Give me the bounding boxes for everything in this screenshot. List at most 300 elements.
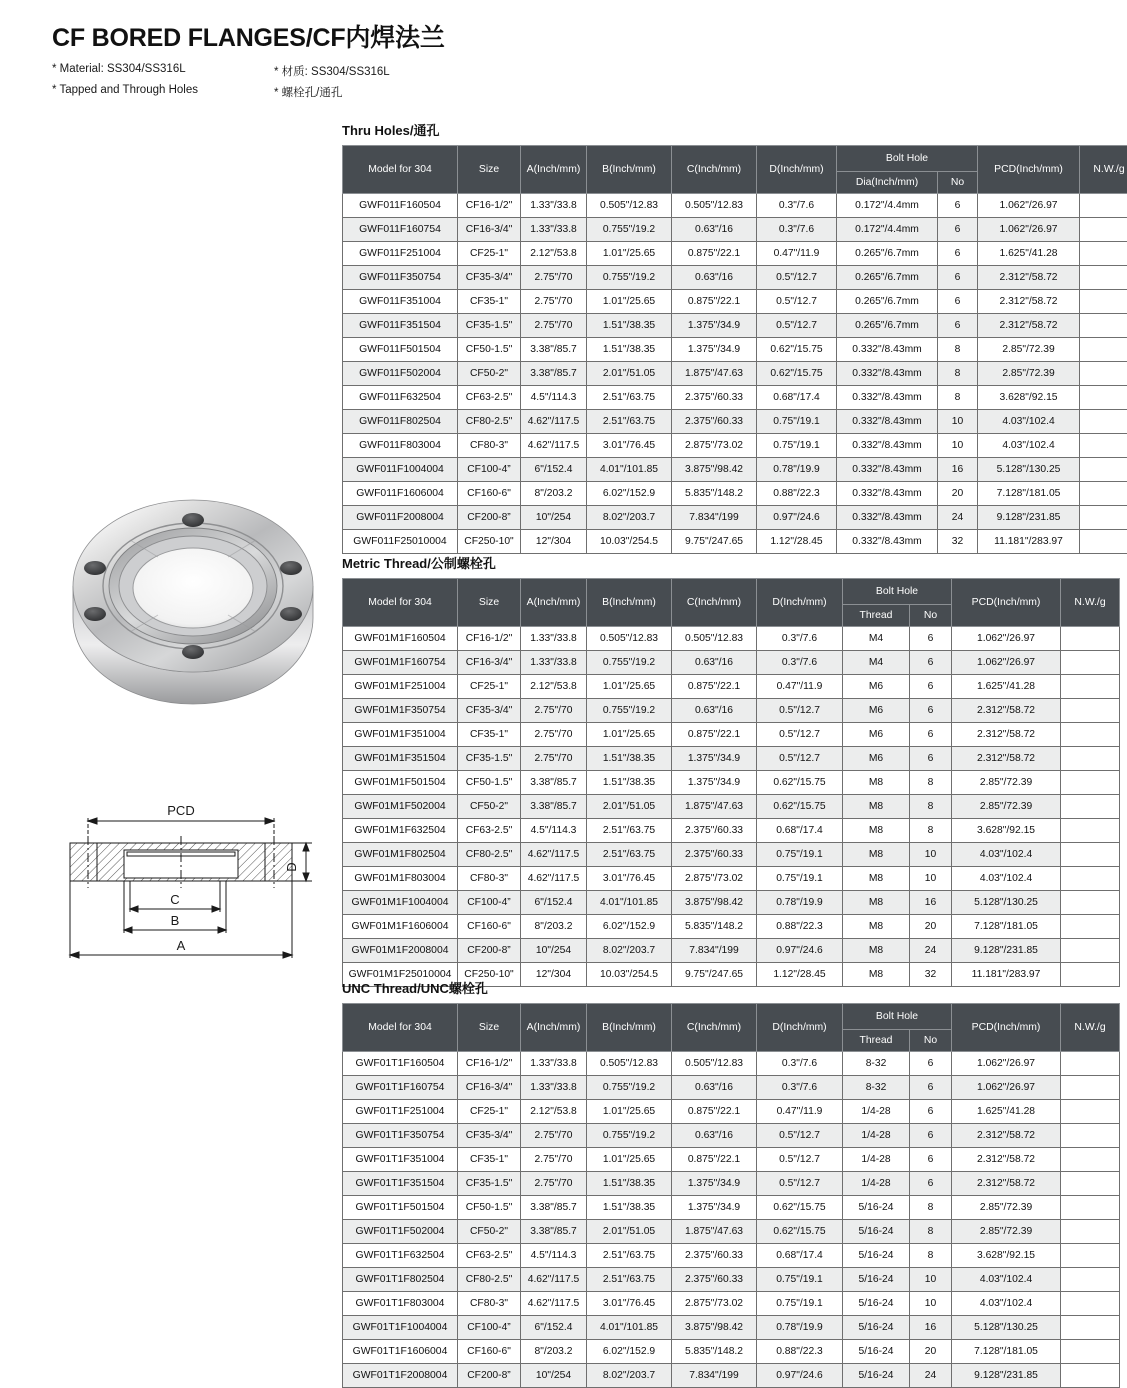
cell-dim-d: 0.88"/22.3 — [757, 915, 843, 939]
cell-net-weight — [1061, 915, 1120, 939]
cell-net-weight — [1061, 699, 1120, 723]
col-header-bolt-hole-group: Bolt Hole — [837, 146, 978, 172]
col-header-bolt-no: No — [938, 172, 978, 194]
col-header-c: C(Inch/mm) — [672, 579, 757, 627]
cell-net-weight — [1080, 386, 1127, 410]
table-row — [343, 1100, 1120, 1124]
cell-dim-d: 0.75"/19.1 — [757, 410, 837, 434]
cell-dim-b: 4.01"/101.85 — [587, 458, 672, 482]
cell-pcd: 5.128"/130.25 — [952, 891, 1061, 915]
cell-dim-a: 2.75"/70 — [521, 699, 587, 723]
cell-dim-b: 8.02"/203.7 — [587, 506, 672, 530]
cell-bolt-thread: 0.332"/8.43mm — [837, 386, 938, 410]
table-row — [343, 458, 1127, 482]
cell-size: CF200-8” — [458, 939, 521, 963]
cell-model: GWF011F502004 — [343, 362, 458, 386]
cell-bolt-no: 24 — [910, 939, 952, 963]
cell-pcd: 4.03"/102.4 — [978, 434, 1080, 458]
cell-bolt-thread: M6 — [843, 699, 910, 723]
cell-dim-c: 1.875"/47.63 — [672, 1220, 757, 1244]
cell-dim-b: 2.01"/51.05 — [587, 1220, 672, 1244]
cell-bolt-no: 8 — [938, 338, 978, 362]
cell-dim-b: 6.02"/152.9 — [587, 915, 672, 939]
table-row — [343, 410, 1127, 434]
cell-dim-a: 1.33"/33.8 — [521, 1052, 587, 1076]
cell-bolt-thread: 8-32 — [843, 1076, 910, 1100]
cell-dim-b: 0.755"/19.2 — [587, 1124, 672, 1148]
cell-pcd: 2.312"/58.72 — [978, 314, 1080, 338]
section-title-unc-thread: UNC Thread/UNC螺栓孔 — [342, 978, 1098, 997]
cell-size: CF200-8” — [458, 506, 521, 530]
cell-bolt-thread: 0.172"/4.4mm — [837, 194, 938, 218]
col-header-nw: N.W./g — [1061, 1004, 1120, 1052]
cell-size: CF50-1.5" — [458, 1196, 521, 1220]
cell-dim-d: 0.3"/7.6 — [757, 627, 843, 651]
table-row — [343, 1052, 1120, 1076]
cell-net-weight — [1061, 1316, 1120, 1340]
cell-dim-c: 0.505"/12.83 — [672, 627, 757, 651]
cell-net-weight — [1061, 939, 1120, 963]
cell-model: GWF011F1606004 — [343, 482, 458, 506]
cell-dim-a: 4.62"/117.5 — [521, 1268, 587, 1292]
table-body-metric-thread — [343, 627, 1120, 987]
cell-bolt-no: 10 — [938, 434, 978, 458]
cell-dim-d: 0.47"/11.9 — [757, 675, 843, 699]
cell-size: CF35-1" — [458, 290, 521, 314]
table-row — [343, 915, 1120, 939]
cell-size: CF63-2.5" — [458, 386, 521, 410]
cell-dim-a: 3.38"/85.7 — [521, 1196, 587, 1220]
cell-net-weight — [1080, 410, 1127, 434]
cell-model: GWF01T1F351004 — [343, 1148, 458, 1172]
cell-dim-c: 0.63"/16 — [672, 1124, 757, 1148]
cell-bolt-thread: M8 — [843, 939, 910, 963]
cell-model: GWF01M1F1004004 — [343, 891, 458, 915]
cell-dim-d: 0.78"/19.9 — [757, 458, 837, 482]
cell-bolt-no: 6 — [910, 1124, 952, 1148]
cell-bolt-no: 6 — [910, 627, 952, 651]
cell-dim-b: 2.51"/63.75 — [587, 1244, 672, 1268]
cell-size: CF80-3" — [458, 434, 521, 458]
col-header-a: A(Inch/mm) — [521, 146, 587, 194]
cell-pcd: 2.312"/58.72 — [952, 1148, 1061, 1172]
cell-bolt-thread: 8-32 — [843, 1052, 910, 1076]
cell-net-weight — [1080, 506, 1127, 530]
cell-bolt-thread: 0.332"/8.43mm — [837, 410, 938, 434]
cell-bolt-thread: 0.265"/6.7mm — [837, 290, 938, 314]
cell-bolt-thread: M8 — [843, 843, 910, 867]
cell-net-weight — [1061, 1052, 1120, 1076]
cell-pcd: 3.628"/92.15 — [978, 386, 1080, 410]
cell-pcd: 1.625"/41.28 — [978, 242, 1080, 266]
cell-pcd: 2.312"/58.72 — [952, 747, 1061, 771]
cell-bolt-thread: 5/16-24 — [843, 1340, 910, 1364]
cell-size: CF50-2" — [458, 795, 521, 819]
cell-net-weight — [1061, 1076, 1120, 1100]
cell-model: GWF01T1F501504 — [343, 1196, 458, 1220]
cell-bolt-no: 8 — [938, 362, 978, 386]
cell-bolt-thread: 0.265"/6.7mm — [837, 242, 938, 266]
cell-dim-b: 2.51"/63.75 — [587, 410, 672, 434]
col-header-size: Size — [458, 146, 521, 194]
cell-model: GWF01T1F160754 — [343, 1076, 458, 1100]
cell-dim-c: 2.375"/60.33 — [672, 843, 757, 867]
table-row — [343, 194, 1127, 218]
cell-dim-b: 8.02"/203.7 — [587, 939, 672, 963]
cell-dim-b: 1.01"/25.65 — [587, 675, 672, 699]
col-header-bolt-thread: Thread — [843, 1030, 910, 1052]
cell-dim-a: 10"/254 — [521, 1364, 587, 1388]
cell-dim-a: 1.33"/33.8 — [521, 1076, 587, 1100]
col-header-d: D(Inch/mm) — [757, 1004, 843, 1052]
cell-model: GWF01T1F803004 — [343, 1292, 458, 1316]
dimension-label-b: B — [171, 913, 180, 928]
cell-dim-b: 4.01"/101.85 — [587, 1316, 672, 1340]
cell-dim-b: 0.755"/19.2 — [587, 651, 672, 675]
cell-bolt-no: 6 — [938, 194, 978, 218]
cell-pcd: 2.85"/72.39 — [978, 362, 1080, 386]
table-row — [343, 627, 1120, 651]
cell-dim-d: 0.75"/19.1 — [757, 843, 843, 867]
col-header-size: Size — [458, 579, 521, 627]
cell-size: CF25-1" — [458, 242, 521, 266]
cell-dim-c: 0.875"/22.1 — [672, 1100, 757, 1124]
cell-dim-d: 0.75"/19.1 — [757, 434, 837, 458]
cell-size: CF80-3" — [458, 867, 521, 891]
cell-net-weight — [1080, 338, 1127, 362]
cell-dim-d: 0.75"/19.1 — [757, 1292, 843, 1316]
note-material-en: * Material: SS304/SS316L — [52, 63, 274, 79]
cell-dim-b: 10.03"/254.5 — [587, 530, 672, 554]
cell-bolt-no: 8 — [910, 1196, 952, 1220]
cell-pcd: 7.128"/181.05 — [978, 482, 1080, 506]
cell-model: GWF011F632504 — [343, 386, 458, 410]
table-row — [343, 675, 1120, 699]
page-title: CF BORED FLANGES/CF内焊法兰 — [52, 18, 445, 54]
cell-pcd: 5.128"/130.25 — [952, 1316, 1061, 1340]
cell-dim-d: 0.3"/7.6 — [757, 651, 843, 675]
cell-dim-d: 0.68"/17.4 — [757, 386, 837, 410]
cell-dim-d: 0.3"/7.6 — [757, 1052, 843, 1076]
cell-size: CF50-1.5" — [458, 338, 521, 362]
cell-model: GWF01T1F350754 — [343, 1124, 458, 1148]
table-row — [343, 1268, 1120, 1292]
cell-dim-b: 3.01"/76.45 — [587, 434, 672, 458]
cell-bolt-no: 8 — [910, 1244, 952, 1268]
table-row — [343, 1364, 1120, 1388]
cell-dim-d: 0.47"/11.9 — [757, 242, 837, 266]
cell-dim-b: 0.505"/12.83 — [587, 194, 672, 218]
cell-bolt-no: 6 — [910, 1100, 952, 1124]
cell-pcd: 1.062"/26.97 — [952, 627, 1061, 651]
cell-bolt-no: 10 — [910, 843, 952, 867]
cell-pcd: 9.128"/231.85 — [952, 1364, 1061, 1388]
cell-dim-c: 3.875"/98.42 — [672, 891, 757, 915]
table-metric-thread — [342, 578, 1120, 987]
cell-model: GWF01M1F803004 — [343, 867, 458, 891]
col-header-pcd: PCD(Inch/mm) — [952, 579, 1061, 627]
cell-dim-a: 10"/254 — [521, 939, 587, 963]
table-row — [343, 434, 1127, 458]
cell-model: GWF01M1F802504 — [343, 843, 458, 867]
cell-bolt-thread: 0.332"/8.43mm — [837, 338, 938, 362]
cell-model: GWF011F802504 — [343, 410, 458, 434]
cell-size: CF160-6" — [458, 915, 521, 939]
cell-dim-d: 0.5"/12.7 — [757, 314, 837, 338]
cell-net-weight — [1061, 819, 1120, 843]
cell-dim-c: 2.875"/73.02 — [672, 434, 757, 458]
cell-bolt-no: 6 — [938, 314, 978, 338]
cell-dim-d: 0.47"/11.9 — [757, 1100, 843, 1124]
cell-pcd: 11.181"/283.97 — [952, 963, 1061, 987]
cell-model: GWF011F501504 — [343, 338, 458, 362]
cell-pcd: 7.128"/181.05 — [952, 915, 1061, 939]
cell-dim-c: 1.375"/34.9 — [672, 771, 757, 795]
cell-bolt-thread: 5/16-24 — [843, 1316, 910, 1340]
cell-dim-d: 0.3"/7.6 — [757, 1076, 843, 1100]
cell-dim-b: 0.755"/19.2 — [587, 218, 672, 242]
cell-model: GWF01M1F632504 — [343, 819, 458, 843]
cell-net-weight — [1061, 771, 1120, 795]
cell-pcd: 1.062"/26.97 — [952, 1076, 1061, 1100]
col-header-nw: N.W./g — [1061, 579, 1120, 627]
cell-dim-a: 8"/203.2 — [521, 1340, 587, 1364]
cell-model: GWF01M1F351004 — [343, 723, 458, 747]
cell-size: CF35-3/4" — [458, 266, 521, 290]
cell-pcd: 2.85"/72.39 — [952, 771, 1061, 795]
cell-pcd: 1.625"/41.28 — [952, 1100, 1061, 1124]
cell-bolt-no: 20 — [938, 482, 978, 506]
cell-net-weight — [1061, 1196, 1120, 1220]
table-body-thru-holes — [343, 194, 1127, 554]
dimension-label-pcd: PCD — [167, 803, 194, 818]
cell-dim-b: 1.51"/38.35 — [587, 1196, 672, 1220]
cell-pcd: 5.128"/130.25 — [978, 458, 1080, 482]
cell-bolt-no: 32 — [938, 530, 978, 554]
cell-dim-d: 0.5"/12.7 — [757, 699, 843, 723]
cell-net-weight — [1061, 1220, 1120, 1244]
cell-net-weight — [1061, 1100, 1120, 1124]
cell-dim-a: 2.75"/70 — [521, 290, 587, 314]
cell-dim-c: 9.75"/247.65 — [672, 530, 757, 554]
cell-dim-a: 8"/203.2 — [521, 915, 587, 939]
col-header-d: D(Inch/mm) — [757, 579, 843, 627]
dimension-label-a: A — [177, 938, 186, 953]
cell-dim-c: 5.835"/148.2 — [672, 1340, 757, 1364]
cell-net-weight — [1080, 362, 1127, 386]
col-header-bolt-no: No — [910, 1030, 952, 1052]
cell-bolt-thread: M4 — [843, 627, 910, 651]
cell-dim-a: 2.75"/70 — [521, 1172, 587, 1196]
cell-bolt-thread: 0.265"/6.7mm — [837, 314, 938, 338]
cell-dim-d: 0.3"/7.6 — [757, 194, 837, 218]
flange-cross-section-drawing — [30, 788, 332, 982]
cell-bolt-no: 24 — [910, 1364, 952, 1388]
cell-bolt-thread: M6 — [843, 723, 910, 747]
cell-dim-a: 8"/203.2 — [521, 482, 587, 506]
cell-dim-b: 1.01"/25.65 — [587, 723, 672, 747]
cell-net-weight — [1080, 218, 1127, 242]
cell-dim-c: 2.375"/60.33 — [672, 1268, 757, 1292]
cell-size: CF250-10" — [458, 963, 521, 987]
cell-bolt-no: 10 — [910, 867, 952, 891]
cell-dim-a: 10"/254 — [521, 506, 587, 530]
table-row — [343, 338, 1127, 362]
cell-bolt-thread: M8 — [843, 867, 910, 891]
cell-net-weight — [1061, 1364, 1120, 1388]
cell-dim-a: 2.75"/70 — [521, 1124, 587, 1148]
cell-dim-d: 0.62"/15.75 — [757, 338, 837, 362]
table-row — [343, 1196, 1120, 1220]
cell-size: CF35-1" — [458, 723, 521, 747]
cell-pcd: 2.312"/58.72 — [952, 1172, 1061, 1196]
cell-bolt-no: 6 — [910, 1076, 952, 1100]
cell-dim-d: 0.75"/19.1 — [757, 867, 843, 891]
cell-dim-a: 1.33"/33.8 — [521, 627, 587, 651]
col-header-b: B(Inch/mm) — [587, 146, 672, 194]
section-title-thru-holes: Thru Holes/通孔 — [342, 120, 1098, 139]
cell-dim-c: 3.875"/98.42 — [672, 1316, 757, 1340]
cell-bolt-no: 6 — [910, 675, 952, 699]
cell-pcd: 9.128"/231.85 — [978, 506, 1080, 530]
cell-bolt-thread: M8 — [843, 771, 910, 795]
cell-size: CF16-1/2" — [458, 627, 521, 651]
cell-dim-c: 1.375"/34.9 — [672, 1172, 757, 1196]
cell-dim-a: 4.62"/117.5 — [521, 410, 587, 434]
dimension-label-d: D — [284, 862, 299, 871]
cell-bolt-thread: 0.332"/8.43mm — [837, 458, 938, 482]
cell-dim-d: 0.68"/17.4 — [757, 1244, 843, 1268]
table-row — [343, 242, 1127, 266]
cell-bolt-thread: 5/16-24 — [843, 1220, 910, 1244]
cell-pcd: 4.03"/102.4 — [978, 410, 1080, 434]
cell-pcd: 2.85"/72.39 — [952, 1220, 1061, 1244]
cell-size: CF100-4” — [458, 891, 521, 915]
cell-dim-a: 4.62"/117.5 — [521, 1292, 587, 1316]
cell-pcd: 1.625"/41.28 — [952, 675, 1061, 699]
cell-size: CF63-2.5" — [458, 819, 521, 843]
cell-model: GWF01M1F350754 — [343, 699, 458, 723]
cell-size: CF25-1" — [458, 675, 521, 699]
cell-pcd: 1.062"/26.97 — [952, 651, 1061, 675]
cell-dim-b: 2.01"/51.05 — [587, 362, 672, 386]
cell-pcd: 3.628"/92.15 — [952, 819, 1061, 843]
cell-dim-a: 3.38"/85.7 — [521, 1220, 587, 1244]
table-row — [343, 290, 1127, 314]
cell-size: CF50-2" — [458, 1220, 521, 1244]
cell-bolt-no: 6 — [910, 651, 952, 675]
col-header-b: B(Inch/mm) — [587, 579, 672, 627]
cell-dim-c: 0.875"/22.1 — [672, 675, 757, 699]
col-header-bolt-no: No — [910, 605, 952, 627]
cell-bolt-no: 16 — [910, 1316, 952, 1340]
col-header-pcd: PCD(Inch/mm) — [952, 1004, 1061, 1052]
table-unc-thread — [342, 1003, 1120, 1388]
cell-dim-d: 0.62"/15.75 — [757, 362, 837, 386]
cell-net-weight — [1080, 266, 1127, 290]
cell-size: CF100-4” — [458, 458, 521, 482]
cell-dim-a: 3.38"/85.7 — [521, 771, 587, 795]
cell-net-weight — [1080, 482, 1127, 506]
cell-dim-d: 1.12"/28.45 — [757, 530, 837, 554]
cell-net-weight — [1061, 747, 1120, 771]
table-row — [343, 506, 1127, 530]
table-row — [343, 723, 1120, 747]
cell-dim-c: 2.375"/60.33 — [672, 386, 757, 410]
cell-dim-b: 8.02"/203.7 — [587, 1364, 672, 1388]
cell-dim-d: 0.88"/22.3 — [757, 482, 837, 506]
cell-size: CF35-1.5" — [458, 314, 521, 338]
table-row — [343, 939, 1120, 963]
cell-dim-c: 1.875"/47.63 — [672, 795, 757, 819]
cell-model: GWF01M1F351504 — [343, 747, 458, 771]
cell-pcd: 2.312"/58.72 — [952, 1124, 1061, 1148]
cell-net-weight — [1061, 1268, 1120, 1292]
cell-net-weight — [1061, 627, 1120, 651]
cell-dim-b: 10.03"/254.5 — [587, 963, 672, 987]
cell-model: GWF011F251004 — [343, 242, 458, 266]
cell-net-weight — [1061, 1244, 1120, 1268]
cell-dim-c: 0.505"/12.83 — [672, 194, 757, 218]
cell-dim-b: 3.01"/76.45 — [587, 867, 672, 891]
col-header-size: Size — [458, 1004, 521, 1052]
cell-dim-d: 0.5"/12.7 — [757, 1148, 843, 1172]
cell-model: GWF01M1F502004 — [343, 795, 458, 819]
cell-dim-b: 1.01"/25.65 — [587, 1148, 672, 1172]
cell-size: CF16-3/4" — [458, 218, 521, 242]
cell-size: CF63-2.5" — [458, 1244, 521, 1268]
cell-dim-a: 4.62"/117.5 — [521, 867, 587, 891]
cell-dim-d: 0.5"/12.7 — [757, 723, 843, 747]
cell-net-weight — [1061, 1340, 1120, 1364]
cell-model: GWF01T1F632504 — [343, 1244, 458, 1268]
cell-dim-a: 3.38"/85.7 — [521, 338, 587, 362]
cell-dim-a: 2.75"/70 — [521, 314, 587, 338]
cell-size: CF16-1/2" — [458, 194, 521, 218]
cell-bolt-thread: M6 — [843, 747, 910, 771]
cell-dim-b: 0.505"/12.83 — [587, 1052, 672, 1076]
cell-dim-b: 1.51"/38.35 — [587, 747, 672, 771]
cell-dim-d: 0.97"/24.6 — [757, 506, 837, 530]
table-thru-holes — [342, 145, 1127, 554]
cell-dim-a: 6"/152.4 — [521, 1316, 587, 1340]
section-thru-holes — [342, 120, 1098, 554]
cell-model: GWF01T1F160504 — [343, 1052, 458, 1076]
cell-dim-a: 2.12"/53.8 — [521, 675, 587, 699]
cell-model: GWF01M1F251004 — [343, 675, 458, 699]
col-header-model: Model for 304 — [343, 1004, 458, 1052]
cell-dim-c: 2.375"/60.33 — [672, 1244, 757, 1268]
cell-pcd: 2.312"/58.72 — [978, 290, 1080, 314]
cell-dim-a: 2.12"/53.8 — [521, 242, 587, 266]
cell-bolt-no: 6 — [938, 290, 978, 314]
cell-dim-a: 2.75"/70 — [521, 1148, 587, 1172]
cell-bolt-thread: M8 — [843, 795, 910, 819]
cell-bolt-thread: M8 — [843, 915, 910, 939]
cell-net-weight — [1061, 675, 1120, 699]
cell-dim-b: 0.755"/19.2 — [587, 266, 672, 290]
cell-model: GWF01M1F1606004 — [343, 915, 458, 939]
table-row — [343, 1292, 1120, 1316]
table-row — [343, 771, 1120, 795]
cell-pcd: 7.128"/181.05 — [952, 1340, 1061, 1364]
cell-bolt-thread: 1/4-28 — [843, 1124, 910, 1148]
table-row — [343, 651, 1120, 675]
cell-dim-b: 0.755"/19.2 — [587, 1076, 672, 1100]
cell-pcd: 1.062"/26.97 — [952, 1052, 1061, 1076]
cell-dim-c: 0.63"/16 — [672, 266, 757, 290]
cell-net-weight — [1061, 651, 1120, 675]
